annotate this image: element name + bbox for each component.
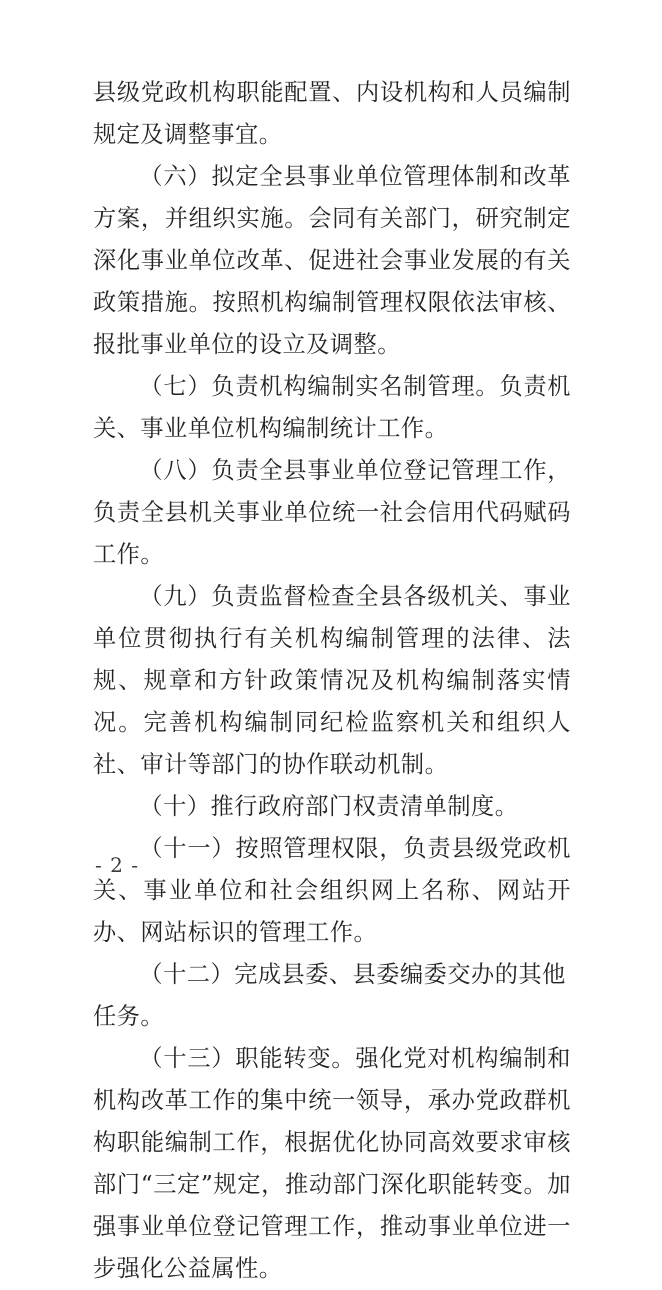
paragraph-item-9: （九）负责监督检查全县各级机关、事业单位贯彻执行有关机构编制管理的法律、法规、规章和方针政策情况及机构编制落实情况。完善机构编制同纪检监察机关和组织人社、审计等部门的协作联动机制。 [93, 583, 571, 778]
paragraph-item-8: （八）负责全县事业单位登记管理工作，负责全县机关事业单位统一社会信用代码赋码工作。 [93, 457, 571, 568]
paragraph-item-10: （十）推行政府部门权责清单制度。 [139, 793, 519, 820]
document-body [93, 72, 571, 1290]
paragraph-item-7: （七）负责机构编制实名制管理。负责机关、事业单位机构编制统计工作。 [93, 373, 571, 442]
page-footer [95, 852, 573, 878]
paragraph-item-13: （十三）职能转变。强化党对机构编制和机构改革工作的集中统一领导，承办党政群机构职能编制工作，根据优化协同高效要求审核部门“三定”规定，推动部门深化职能转变。加强事业单位登记管理工作，推动事业单位进一步强化公益属性。 [93, 1045, 571, 1282]
paragraph-item-6: （六）拟定全县事业单位管理体制和改革方案，并组织实施。会同有关部门，研究制定深化事业单位改革、促进社会事业发展的有关政策措施。按照机构编制管理权限依法审核、报批事业单位的设立及调整。 [93, 163, 571, 358]
page-number: - 2 - [95, 853, 139, 877]
paragraph-item-11: （十一）按照管理权限，负责县级党政机关、事业单位和社会组织网上名称、网站开办、网站标识的管理工作。 [93, 835, 571, 946]
paragraph-continuation: 县级党政机构职能配置、内设机构和人员编制规定及调整事宜。 [93, 79, 571, 148]
paragraph-item-12: （十二）完成县委、县委编委交办的其他任务。 [93, 961, 566, 1030]
